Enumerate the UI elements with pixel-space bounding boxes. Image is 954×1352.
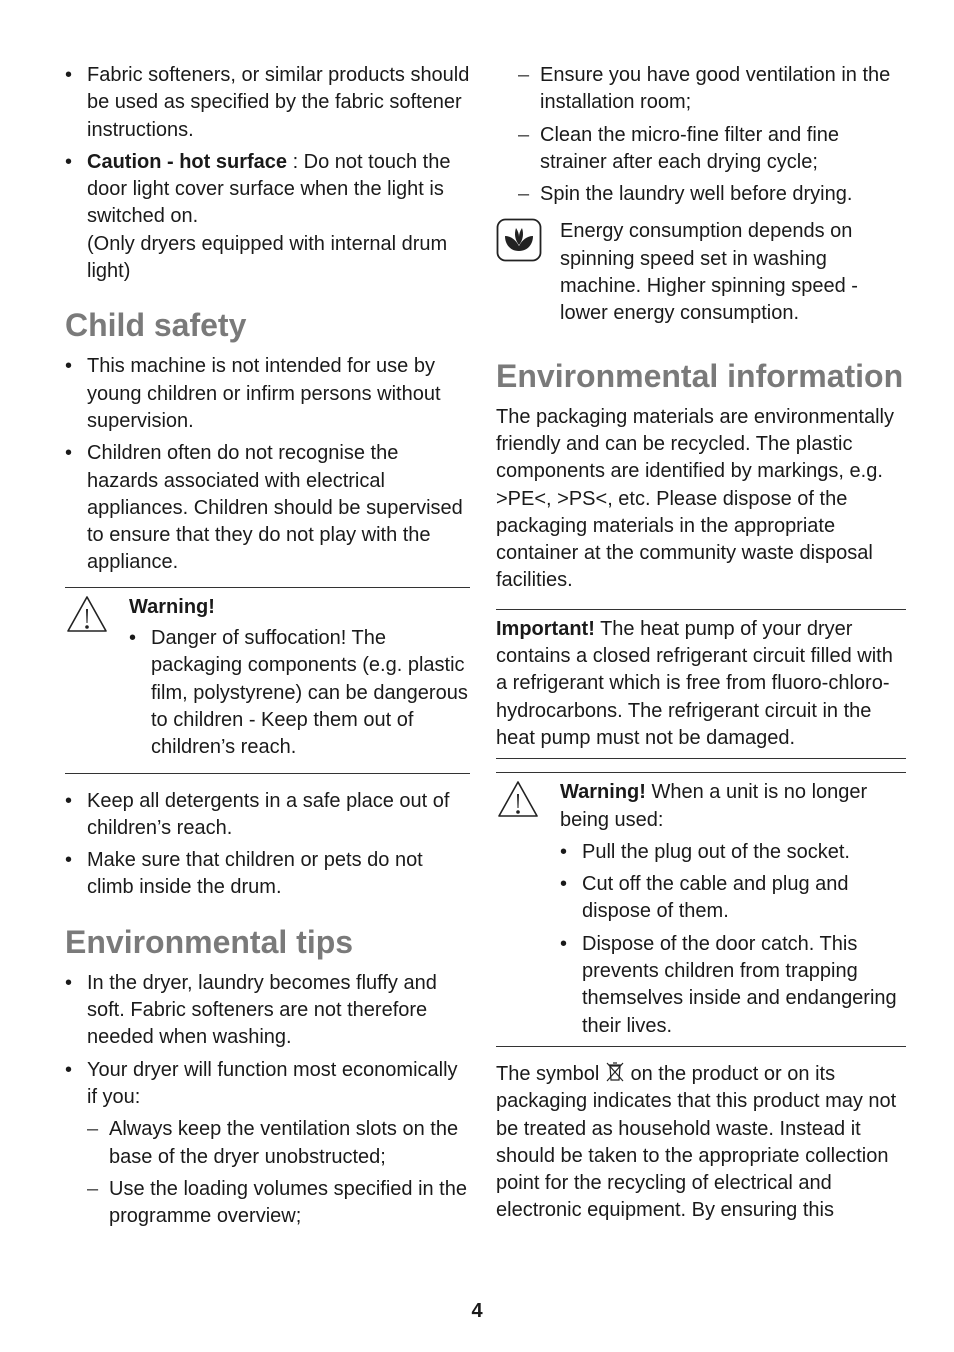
environmental-tips-bullets [65,970,470,1231]
warning-title: Warning! [129,595,215,618]
packaging-paragraph: The packaging materials are environmentally friendly and can be recycled. The plastic components are identified by markings, e.g. >PE<, >PS<, etc. Please dispose of the packaging materials in the appropriate container at the community waste disposal facilities. [496,405,894,592]
crossed-bin-icon [605,1061,625,1083]
eco-tip-icon [496,218,560,327]
left-column [65,62,470,1235]
weee-paragraph [496,1061,906,1225]
energy-tip-box [496,218,906,327]
bullet-text: Danger of suffocation! The packaging components (e.g. plastic film, polystyrene) can be dangerous to children - Keep them out of children’s reach. [151,627,468,759]
symbol-text-post: on the product or on its packaging indicates that this product may not be treated as household waste. Instead it should be taken to the appropriate collection point for the recycling of electrical and electronic equipment. By ensuring this [496,1062,897,1222]
bullet-text: Children often do not recognise the hazards associated with electrical appliances. Children should be supervised to ensure that they do not play with the appliance. [87,442,463,574]
bullet-text: Keep all detergents in a safe place out of children’s reach. [87,789,450,839]
child-safety-heading: Child safety [65,307,247,344]
list-item [65,62,470,144]
list-item [65,847,470,902]
economy-dash-list-continued [496,62,906,208]
energy-note: Energy consumption depends on spinning speed set in washing machine. Higher spinning speed - lower energy consumption. [560,220,858,325]
warning-bullet-list [129,625,470,761]
divider [496,758,906,759]
disposal-warning-box [496,773,906,1046]
list-item [87,1116,470,1171]
list-item [87,1176,470,1231]
bullet-text: Pull the plug out of the socket. [582,840,850,863]
list-item [560,931,906,1040]
divider [65,773,470,774]
dash-text: Clean the micro-fine filter and fine strainer after each drying cycle; [540,123,840,173]
bullet-text: Cut off the cable and plug and dispose of them. [582,873,849,923]
hot-surface-caution-text: : Do not touch the door light cover surface when the light is switched on. [87,150,451,228]
drum-light-note: (Only dryers equipped with internal drum light) [87,232,448,283]
list-item [129,625,470,761]
page-number: 4 [471,1300,483,1322]
bullet-text: Make sure that children or pets do not climb inside the drum. [87,849,423,899]
list-item [65,970,470,1052]
list-item [560,871,906,926]
list-item [518,62,906,117]
environmental-tips-heading: Environmental tips [65,923,354,960]
warning-triangle-icon [496,779,560,1040]
dash-text: Spin the laundry well before drying. [540,183,853,206]
list-item [560,839,906,866]
right-column [496,62,906,1225]
dash-text: Ensure you have good ventilation in the installation room; [540,64,891,114]
environmental-information-heading: Environmental information [496,357,904,394]
bullet-text: Dispose of the door catch. This prevents children from trapping themselves inside and endangering their lives. [582,932,897,1037]
disposal-bullet-list [560,839,906,1040]
dash-text: Always keep the ventilation slots on the base of the dryer unobstructed; [109,1118,459,1168]
important-text: The heat pump of your dryer contains a closed refrigerant circuit filled with a refrigerant which is free from fluoro-chloro-hydrocarbons. The refrigerant circuit in the heat pump must not be damaged. [496,617,893,749]
dash-text: Use the loading volumes specified in the programme overview; [109,1177,467,1228]
bullet-text: Your dryer will function most economically if you: [87,1058,458,1108]
list-item [65,149,470,285]
list-item [65,1057,470,1231]
bullet-text: In the dryer, laundry becomes fluffy and soft. Fabric softeners are not therefore needed when washing. [87,971,437,1049]
suffocation-warning-box [65,588,470,773]
list-item [65,440,470,576]
important-paragraph [496,610,906,758]
important-label: Important! [496,617,595,640]
list-item [65,353,470,435]
divider [496,1046,906,1047]
bullet-text: This machine is not intended for use by young children or infirm persons without supervision. [87,355,441,432]
child-safety-bullet-list [65,353,470,576]
hot-surface-caution-label: Caution - hot surface [87,150,288,173]
intro-bullet-list [65,62,470,285]
warning-triangle-icon [65,594,129,767]
economy-dash-list [87,1116,470,1230]
list-item [65,788,470,843]
list-item [518,181,906,208]
list-item [518,122,906,177]
bullet-text: Fabric softeners, or similar products should be used as specified by the fabric softener instructions. [87,64,470,141]
warning-title: Warning! [560,781,646,804]
warning-text: When a unit is no longer being used: [560,781,868,831]
child-safety-extra-bullets [65,788,470,902]
symbol-text-pre: The symbol [496,1062,605,1085]
